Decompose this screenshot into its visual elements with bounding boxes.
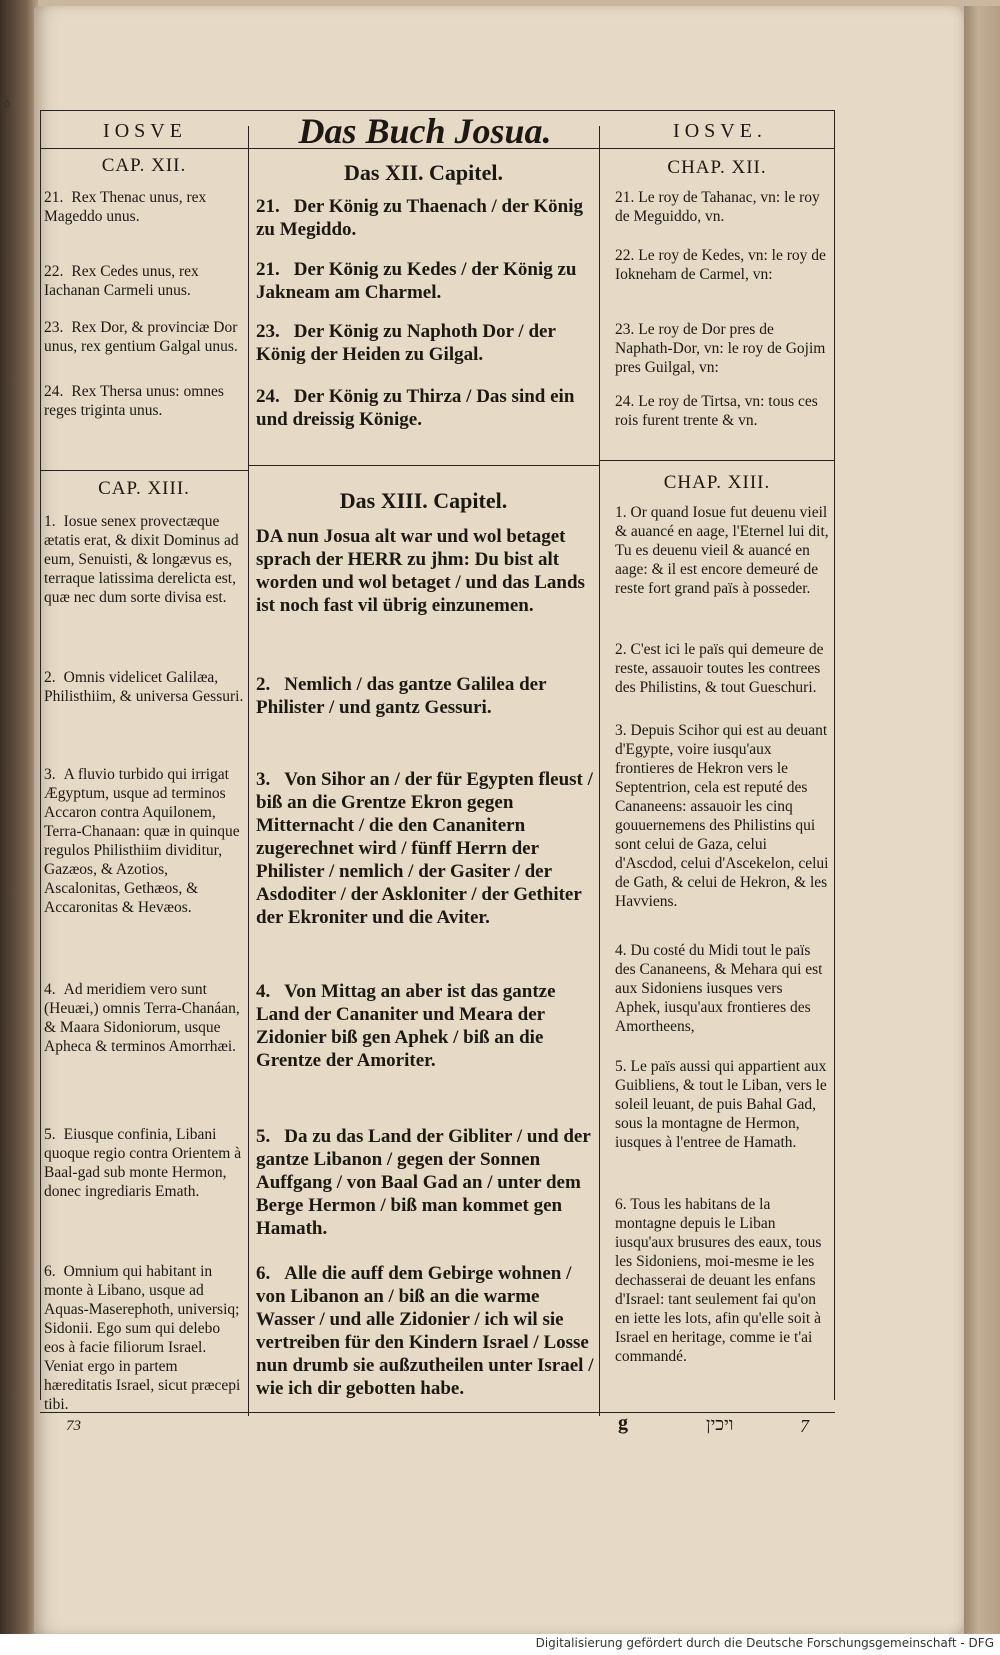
german-verse: 23. Der König zu Naphoth Dor / der König der Heiden zu Gilgal. [256,321,556,365]
german-verse: 21. Der König zu Kedes / der König zu Jakneam am Charmel. [256,259,577,303]
latin-verse: 21. Rex Thenac unus, rex Mageddo unus. [44,189,207,225]
german-chapter-12-heading: Das XII. Capitel. [344,160,503,185]
latin-verse: 24. Rex Thersa unus: omnes reges triginta unus. [44,383,224,419]
french-cap-divider [599,460,834,461]
french-verse: 5. Le païs aussi qui appartient aux Guibliens, & tout le Liban, vers le soleil leuant, de puis Bahal Gad, sous la montagne de Hermon, iusques à l'entree de Hamath. [615,1058,827,1151]
latin-verse: 4. Ad meridiem vero sunt (Heuæi,) omnis Terra-Chanáan, & Maara Sidoniorum, usque Apheca & terminos Amorrhæi. [44,981,240,1055]
latin-verse: 23. Rex Dor, & provinciæ Dor unus, rex gentium Galgal unus. [44,319,238,355]
french-verse: 6. Tous les habitans de la montagne depuis le Liban iusqu'aux brusures des eaux, tous les Sidoniens, moi-mesme ie les dechasserai de deuant les enfans d'Israel: tant seulement fai qu'on en iette les lots, afin qu'elle soit à Israel en heritage, comme ie t'ai commandé. [615,1196,822,1365]
right-frame-rule [834,110,835,1400]
page-edge [964,6,1000,1634]
german-verse: 3. Von Sihor an / der für Egypten fleust / biß an die Grentze Ekron gegen Mitternacht / die den Cananitern zugerechnet wird / fünff Herrn der Philister / nemlich / der Gasiter / der Asdoditer / der Askloniter / der Gethiter der Ekroniter und die Aviter. [256,769,593,928]
signature-mark: g [618,1412,628,1434]
french-verse: 2. C'est ici le païs qui demeure de reste, assauoir toutes les contrees des Philistins, & tout Gueschuri. [615,641,824,696]
book-title: Das Buch Josua. [298,111,552,151]
german-verse: 5. Da zu das Land der Gibliter / und der gantze Libanon / gegen der Sonnen Auffgang / von Baal Gad an / unter dem Berge Hermon / biß man kommet gen Hamath. [256,1126,591,1239]
french-verse: 24. Le roy de Tirtsa, vn: tous ces rois furent trente & vn. [615,393,818,429]
latin-cap-divider [40,470,248,471]
german-verse: 21. Der König zu Thaenach / der König zu Megiddo. [256,196,584,240]
column-rule-1 [248,126,249,1416]
french-chapter-13-heading: CHAP. XIII. [663,472,771,493]
german-verse: 2. Nemlich / das gantze Galilea der Philister / und gantz Gessuri. [256,674,547,718]
latin-chapter-12-heading: CAP. XII. [101,155,187,176]
latin-verse: 2. Omnis videlicet Galilæa, Philisthiim, & universa Gessuri. [44,669,244,705]
digitization-note: Digitalisierung gefördert durch die Deutsche Forschungsgemeinschaft - DFG [535,1636,994,1650]
german-cap-divider [248,465,599,466]
german-verse: 4. Von Mittag an aber ist das gantze Land der Cananiter und Meara der Zidonier biß gen Aphek / biß an die Grentze der Amoriter. [256,981,556,1071]
french-verse: 3. Depuis Scihor qui est au deuant d'Egypte, voire iusqu'aux frontieres de Hekron vers le Septentrion, cela est reputé des Cananeens: assauoir les cinq gouuernemens des Philistins qui sont celui de Gaza, celui d'Ascdod, celui d'Ascekelon, celui de Gath, & celui de Hekron, & les Havviens. [615,722,829,910]
german-verse: 6. Alle die auff dem Gebirge wohnen / von Libanon an / biß an die warme Wasser / und alle Zidonier / ich wil sie vertreiben für den Kindern Israel / Losse nun drumb sie außzutheilen unter Israel / wie ich dir gebotten habe. [256,1263,594,1399]
page-number: 73 [66,1418,81,1434]
right-mark: 7 [800,1416,809,1436]
margin-fragment: ꝺ [4,98,11,110]
latin-chapter-13-heading: CAP. XIII. [98,478,190,499]
left-frame-rule [40,110,41,1400]
french-verse: 4. Du costé du Midi tout le païs des Cananeens, & Mehara qui est aux Sidoniens iusques vers Aphek, iusqu'aux frontieres des Amortheens, [615,942,823,1035]
running-head-right: IOSVE. [673,120,767,142]
latin-verse: 3. A fluvio turbido qui irrigat Ægyptum, usque ad terminos Accaron contra Aquilonem, Terra-Chanaan: quæ in quinque regulos Philisthiim dividitur, Gazæos, & Azotios, Ascalonitas, Gethæos, & Accaronitas & Hevæos. [44,766,240,916]
german-verse: DA nun Josua alt war und wol betaget sprach der HERR zu jhm: Du bist alt worden und wol betaget / und das Lands ist noch fast vil übrig einzunemen. [256,526,585,616]
column-rule-2 [599,126,600,1416]
hebrew-catchword: ויכין [706,1414,734,1435]
latin-verse: 22. Rex Cedes unus, rex Iachanan Carmeli unus. [44,263,199,299]
latin-verse: 6. Omnium qui habitant in monte à Libano, usque ad Aquas-Maserephoth, universiq; Sidonii. Ego sum qui delebo eos à facie filiorum Israel. Veniat ergo in partem hæreditatis Israel, sicut præcepi tibi. [44,1263,241,1413]
latin-verse: 5. Eiusque confinia, Libani quoque regio contra Orientem à Baal-gad sub monte Hermon, donec ingrediaris Emath. [44,1126,242,1200]
french-verse: 22. Le roy de Kedes, vn: le roy de Iokneham de Carmel, vn: [615,247,826,283]
german-chapter-13-heading: Das XIII. Capitel. [339,488,508,513]
french-chapter-12-heading: CHAP. XII. [667,157,767,178]
french-verse: 21. Le roy de Tahanac, vn: le roy de Meguiddo, vn. [615,189,820,225]
french-verse: 1. Or quand Iosue fut deuenu vieil & auancé en aage, l'Eternel lui dit, Tu es deuenu vieil & auancé en aage: & il est encore demeuré de reste fort grand païs à posseder. [615,504,829,597]
book-spine-shadow [0,0,38,1655]
french-verse: 23. Le roy de Dor pres de Naphath-Dor, vn: le roy de Gojim pres Guilgal, vn: [615,321,826,376]
german-verse: 24. Der König zu Thirza / Das sind ein und dreissig Könige. [256,386,575,430]
latin-verse: 1. Iosue senex provectæque ætatis erat, & dixit Dominus ad eum, Senuisti, & longævus es, terraque latissima derelicta est, quæ nec dum sorte divisa est. [44,513,239,606]
running-head-left: IOSVE [103,120,187,142]
